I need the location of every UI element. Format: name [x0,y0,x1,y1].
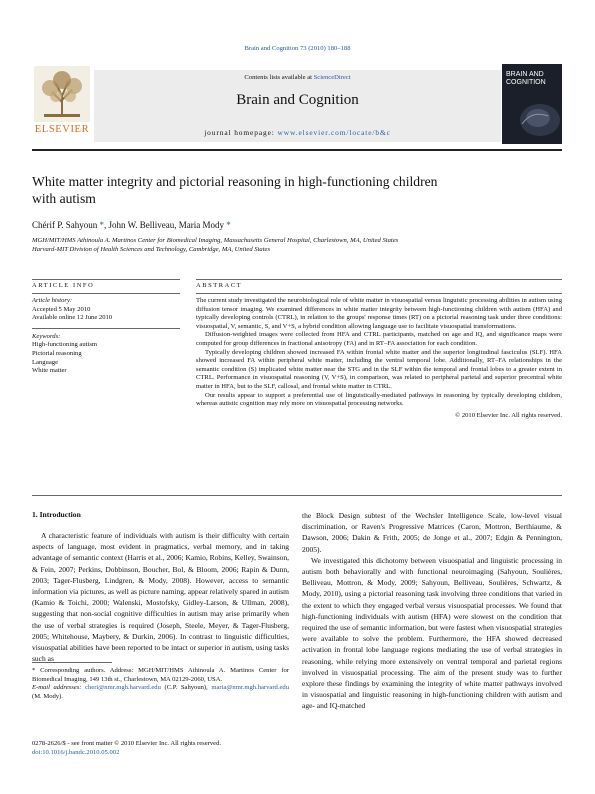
abstract-end-rule [32,495,562,496]
cover-title-line2: COGNITION [506,79,546,86]
abstract-heading-rule-bottom [196,293,562,294]
article-title-line1: White matter integrity and pictorial reasoning in high-functioning children [32,174,438,189]
keyword-item: White matter [32,367,67,375]
right-paragraph: the Block Design subtest of the Wechsler Intelligence Scale, low-level visual discrimination, or Raven's Progressive Matrices (Caron, Mottron, Berthiaume, & Dawson, 2006; Dakin & Frith, 2005; de Jonge et al., 2007; Edgin & Pennington, 2005). [302,511,562,554]
body-right-column [302,510,562,782]
abstract-paragraph: Typically developing children showed increased FA within frontal white matter and the superior longitudinal fasciculus (SLF). HFA showed increased FA within peripheral white matter, including the ventral temporal lobe. Additionally, RT–FA relationships in the semantic condition (S) implicated white matter near the STG and in the SLF within the temporal and frontal lobes to a greater extent in CTRL. Performance in visuospatial reasoning (V, V+S), in comparison, was related to peripheral parietal and superior precentral white matter in HFA, but to the SLF, callosal, and frontal white matter in CTRL. [196,348,562,390]
body-left-column [32,530,289,755]
online-date: Available online 12 June 2010 [32,314,113,322]
journal-cover [502,64,562,144]
elsevier-tree-logo [34,66,90,122]
email-addresses [32,684,289,701]
keyword-item: Pictorial reasoning [32,349,82,357]
contents-prefix: Contents lists available at [244,74,314,81]
footnote [32,667,289,701]
contents-available-line [94,74,501,83]
email-link-sahyoun[interactable]: cheri@nmr.mgh.harvard.edu [85,684,161,692]
journal-citation[interactable]: Brain and Cognition 73 (2010) 180–188 [244,45,351,52]
homepage-prefix: journal homepage: [204,128,278,137]
sciencedirect-link[interactable]: ScienceDirect [313,74,351,81]
abstract-heading-rule-top [196,279,562,280]
journal-homepage [94,128,501,137]
abstract-paragraph: Our results appear to support a preferential use of linguistically-mediated pathways in reasoning by typically developing children, whereas autistic cognition may rely more on visuospatial processing networks. [196,391,562,408]
keywords-label: Keywords: [32,332,61,340]
affiliation-2: Harvard-MIT Division of Health Sciences and Technology, Cambridge, MA, United States [32,246,271,253]
corresponding-author-mark[interactable]: * [97,220,104,230]
history-label: Article history: [32,297,73,304]
info-divider [32,328,180,329]
right-paragraph: We investigated this dichotomy between visuospatial and linguistic processing in autism both behaviorally and with functional neuroimaging (Sahyoun, Soulières, Belliveau, Mottron, & Mody, 2009; Sahyoun, Belliveau, Soulières, Schwartz, & Mody, 2010), using a pictorial reasoning task involving three conditions that varied in the extent to which they engaged verbal versus visuospatial processes. We found that high-functioning individuals with autism (HFA) were slowest on the condition that required the use of semantic information, but were fastest when visuospatial strategies were available to solve the problem. Furthermore, the HFA showed decreased activation in frontal lobe language regions mediating the use of verbal strategies in reasoning, while relying more extensively on ventral temporal and parietal regions involved in visuospatial processing. The aim of the present study was to further explore these findings by examining the integrity of white matter pathways involved in visuospatial and linguistic reasoning in high-functioning children with autism and age- and IQ-matched [302,555,562,711]
email-link-mody[interactable]: maria@nmr.mgh.harvard.edu [211,684,290,692]
author-sahyoun: Chérif P. Sahyoun [32,220,98,230]
elsevier-wordmark: ELSEVIER [34,124,90,135]
info-heading-rule-top [32,279,180,280]
corresponding-author-note: * Corresponding authors. Address: MGH/MIT/HMS Athinoula A. Martinos Center for Biomedical Imaging, 149 13th st., Charlestown, MA 02129-2060, USA. [32,667,289,683]
cover-title-line1: BRAIN AND [506,71,544,78]
keyword-item: High-functioning autism [32,341,98,349]
article-title [32,174,562,207]
doi-link[interactable]: doi:10.1016/j.bandc.2010.05.002 [32,749,120,756]
introduction-heading: 1. Introduction [32,510,81,519]
abstract-paragraph: Diffusion-weighted images were collected from HFA and CTRL participants, matched on age and IQ, and significance maps were computed for group differences in fractional anisotropy (FA) and in RT–FA association for each condition. [196,331,562,347]
copyright-line: © 2010 Elsevier Inc. All rights reserved. [455,411,562,419]
homepage-link[interactable]: www.elsevier.com/locate/b&c [277,128,391,137]
header-rule [32,149,562,151]
info-heading-rule-bottom [32,293,180,294]
abstract-text [196,297,562,420]
issn-line: 0278-2626/$ - see front matter © 2010 Elsevier Inc. All rights reserved. [32,740,222,747]
article-info-heading: ARTICLE INFO [32,282,95,289]
email-owner-mody: (M. Mody). [32,692,63,700]
abstract-heading: ABSTRACT [196,282,243,289]
journal-title: Brain and Cognition [236,92,359,108]
article-info [32,297,180,376]
affiliation-1: MGH/MIT/HMS Athinoula A. Martinos Center for Biomedical Imaging, Massachusetts General Hospital, Charlestown, MA, United States [32,237,399,244]
email-owner-sahyoun: (C.P. Sahyoun), [160,684,212,692]
email-label: E-mail addresses: [32,684,86,692]
author-line [32,220,562,230]
abstract-paragraph: The current study investigated the neurobiological role of white matter in visuospatial versus linguistic processing abilities in autism using diffusion tensor imaging. We examined differences in white matter integrity between high-functioning children with autism (HFA) and typically developing controls (CTRL), in relation to the groups' response times (RT) on a pictorial reasoning task under three conditions: visuospatial, V, semantic, S, and V+S, a hybrid condition allowing language use to facilitate visuospatial transformations. [196,297,562,330]
author-belliveau-mody: , John W. Belliveau, Maria Mody [104,220,224,230]
introduction-paragraph: A characteristic feature of individuals with autism is their difficulty with certain aspects of language, most evident in pragmatics, verbal memory, and in taking advantage of semantic context (Harris et al., 2006; Kamio, Robins, Kelley, Swainson, & Fein, 2007; Perkins, Dobbinson, Boucher, Bol, & Bloom, 2006; Rapin & Dunn, 2003; Tager-Flusberg, Lindgren, & Mody, 2008). However, access to semantic information via pictures, as well as picture naming, appear relatively spared in autism (Kamio & Toichi, 2000; Walenski, Mostofsky, Gidley-Larson, & Ullman, 2008), suggesting that non-social cognitive difficulties in autism may arise primarily when the use of verbal strategies is required (Joseph, Steele, Meyer, & Tager-Flusberg, 2005; Whitehouse, Maybery, & Durkin, 2006). In contrast to linguistic difficulties, visuospatial abilities have been reported to be intact or superior in autism, using tasks such as [32,531,289,664]
article-title-line2: with autism [32,190,96,206]
footnote-rule [32,662,112,663]
keyword-item: Language [32,358,58,366]
corresponding-author-mark-2[interactable]: * [224,220,231,230]
accepted-date: Accepted 5 May 2010 [32,305,91,313]
